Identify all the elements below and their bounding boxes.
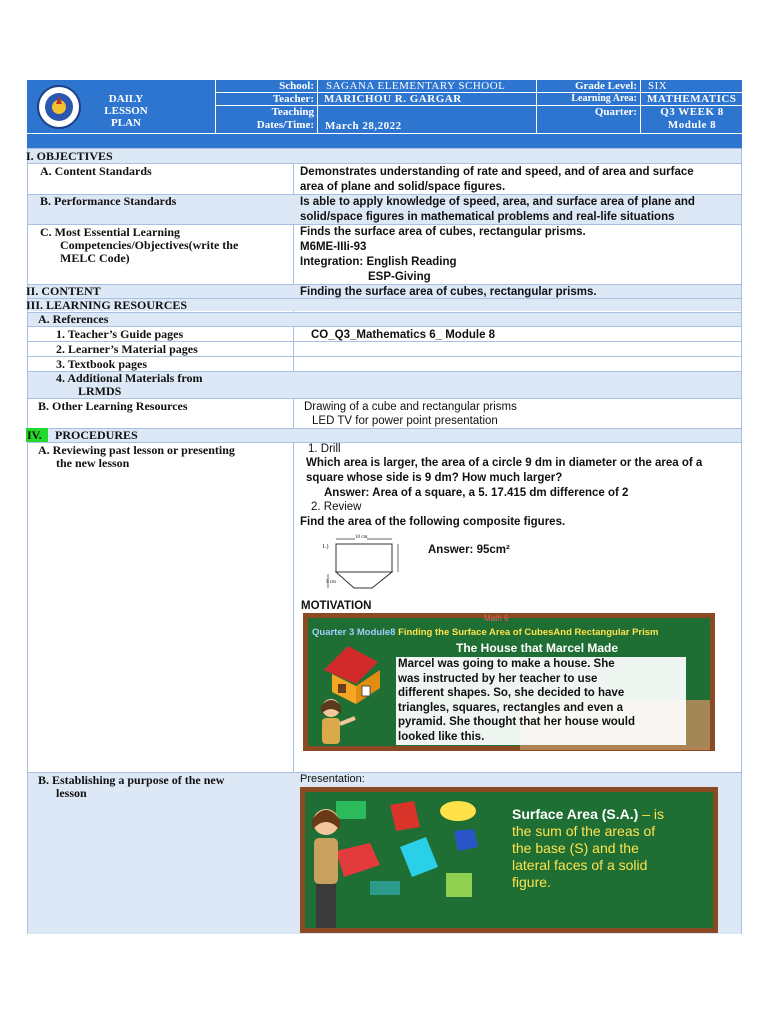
definition-term: Surface Area (S.A.) [512, 806, 639, 822]
story-line-6: looked like this. [398, 730, 485, 743]
school-label: School: [279, 80, 314, 92]
presentation-heading: Presentation: [300, 773, 365, 785]
motivation-heading: MOTIVATION [301, 600, 372, 612]
ref-teachers-guide-text: CO_Q3_Mathematics 6_ Module 8 [311, 329, 496, 341]
quarter-value [642, 106, 742, 132]
plan-title [86, 93, 166, 129]
grade-label: Grade Level: [574, 80, 637, 92]
dates-label [220, 106, 314, 132]
objectives-heading: I. OBJECTIVES [26, 149, 113, 163]
other-resources-label: B. Other Learning Resources [38, 399, 188, 413]
slide-banner-title: Finding the Surface Area of CubesAnd Rectangular Prism [398, 627, 659, 638]
area-value: MATHEMATICS [647, 93, 737, 105]
story-line-2: was instructed by her teacher to use [398, 672, 598, 685]
content-text: Finding the surface area of cubes, rectangular prisms. [300, 286, 597, 298]
procedures-number: IV. [27, 428, 42, 442]
performance-text-1: Is able to apply knowledge of speed, area, and surface area of plane and [300, 196, 695, 208]
resources-heading: III. LEARNING RESOURCES [26, 298, 188, 312]
proc-a-label-2: the new lesson [56, 456, 130, 470]
figure-label: 1.) [322, 544, 329, 550]
content-standards-text-1: Demonstrates understanding of rate and speed, and of area and surface [300, 166, 694, 178]
melc-code: M6ME-IIIi-93 [300, 241, 367, 253]
plan-title-line-1: DAILY LESSON [104, 93, 148, 117]
content-heading: II. CONTENT [26, 284, 101, 298]
drill-text [306, 456, 742, 501]
ref-additional-1: 4. Additional Materials from [56, 371, 203, 385]
dates-value: March 28,2022 [325, 120, 402, 132]
melc-integration: Integration: English Reading [300, 256, 457, 268]
ref-additional-2: LRMDS [78, 384, 122, 398]
dates-label-2: Dates/Time: [256, 119, 314, 131]
plan-title-line-2: PLAN [111, 117, 141, 129]
other-text-2: LED TV for power point presentation [312, 415, 498, 427]
story-line-1: Marcel was going to make a house. She [398, 658, 615, 670]
figure-top-dimension: 10 cm [355, 535, 368, 540]
definition-line-2: the sum of the areas of [512, 823, 656, 839]
figure-side-dimension: 9 cm [326, 580, 336, 585]
deped-seal-icon [32, 84, 86, 130]
story-line-3: different shapes. So, she decided to have [398, 687, 625, 699]
definition-dash: – is [638, 806, 664, 822]
review-heading: 2. Review [311, 501, 362, 513]
slide-story-text [396, 657, 686, 745]
drill-text-1: Which area is larger, the area of a circle 9 dm in diameter or the area of a [306, 457, 703, 469]
slide-tag: Math 6 [484, 614, 509, 623]
drill-answer: Answer: Area of a square, a 5. 17.415 dm difference of 2 [324, 487, 629, 499]
teacher-figure-icon [304, 800, 348, 932]
ref-learners-material: 2. Learner’s Material pages [56, 342, 198, 356]
drill-text-2: square whose side is 9 dm? How much larger? [306, 472, 563, 484]
performance-text [300, 195, 740, 225]
quarter-value-2: Module 8 [667, 119, 717, 131]
definition-line-4: lateral faces of a solid [512, 857, 648, 873]
definition-line-3: the base (S) and the [512, 840, 639, 856]
melc-label-2: Competencies/Objectives(write the [60, 238, 239, 252]
performance-text-2: solid/space figures in mathematical problems and real-life situations [300, 211, 675, 223]
solid-shapes-icon [330, 795, 500, 907]
melc-text-1: Finds the surface area of cubes, rectangular prisms. [300, 226, 586, 238]
proc-a-label-1: A. Reviewing past lesson or presenting [38, 443, 235, 457]
references-label: A. References [38, 312, 109, 326]
proc-b-label-1: B. Establishing a purpose of the new [38, 773, 225, 787]
drill-heading: 1. Drill [308, 443, 341, 455]
surface-area-definition [512, 806, 712, 891]
content-standards-text-2: area of plane and solid/space figures. [300, 181, 506, 193]
quarter-value-1: Q3 WEEK 8 [660, 106, 724, 118]
ref-textbook: 3. Textbook pages [56, 357, 148, 371]
performance-standards-label: B. Performance Standards [40, 194, 177, 208]
content-standards-label: A. Content Standards [40, 164, 152, 178]
area-label: Learning Area: [571, 93, 637, 104]
review-answer: Answer: 95cm² [428, 544, 510, 556]
teacher-value: MARICHOU R. GARGAR [324, 93, 462, 105]
definition-line-1 [512, 806, 712, 823]
teacher-label: Teacher: [272, 93, 314, 105]
ref-teachers-guide: 1. Teacher’s Guide pages [56, 327, 184, 341]
melc-label-1: C. Most Essential Learning [40, 225, 181, 239]
proc-b-label-2: lesson [56, 786, 87, 800]
review-text: Find the area of the following composite figures. [300, 516, 566, 528]
teacher-avatar-icon [313, 696, 357, 750]
content-standards-text [300, 165, 740, 195]
ref-additional [56, 372, 202, 398]
melc-label-3: MELC Code) [60, 251, 130, 265]
other-text-1: Drawing of a cube and rectangular prisms [304, 401, 517, 413]
school-value: SAGANA ELEMENTARY SCHOOL [326, 80, 506, 92]
melc-text [300, 225, 740, 285]
slide-banner [312, 627, 658, 638]
story-line-5: pyramid. She thought that her house would [398, 716, 636, 728]
melc-esp: ESP-Giving [368, 271, 431, 283]
dates-label-1: Teaching [271, 106, 314, 118]
other-resources-text [304, 400, 517, 428]
grade-value: SIX [648, 80, 668, 92]
procedures-heading: PROCEDURES [55, 428, 138, 442]
proc-a-label [38, 444, 235, 470]
definition-line-5: figure. [512, 874, 551, 890]
story-line-4: triangles, squares, rectangles and even a [398, 701, 623, 714]
proc-b-label [38, 774, 224, 800]
header-divider [27, 134, 742, 148]
melc-label [40, 226, 238, 265]
slide-title: The House that Marcel Made [456, 641, 619, 655]
quarter-label: Quarter: [594, 106, 637, 118]
slide-banner-module: Quarter 3 Module8 [312, 627, 396, 638]
